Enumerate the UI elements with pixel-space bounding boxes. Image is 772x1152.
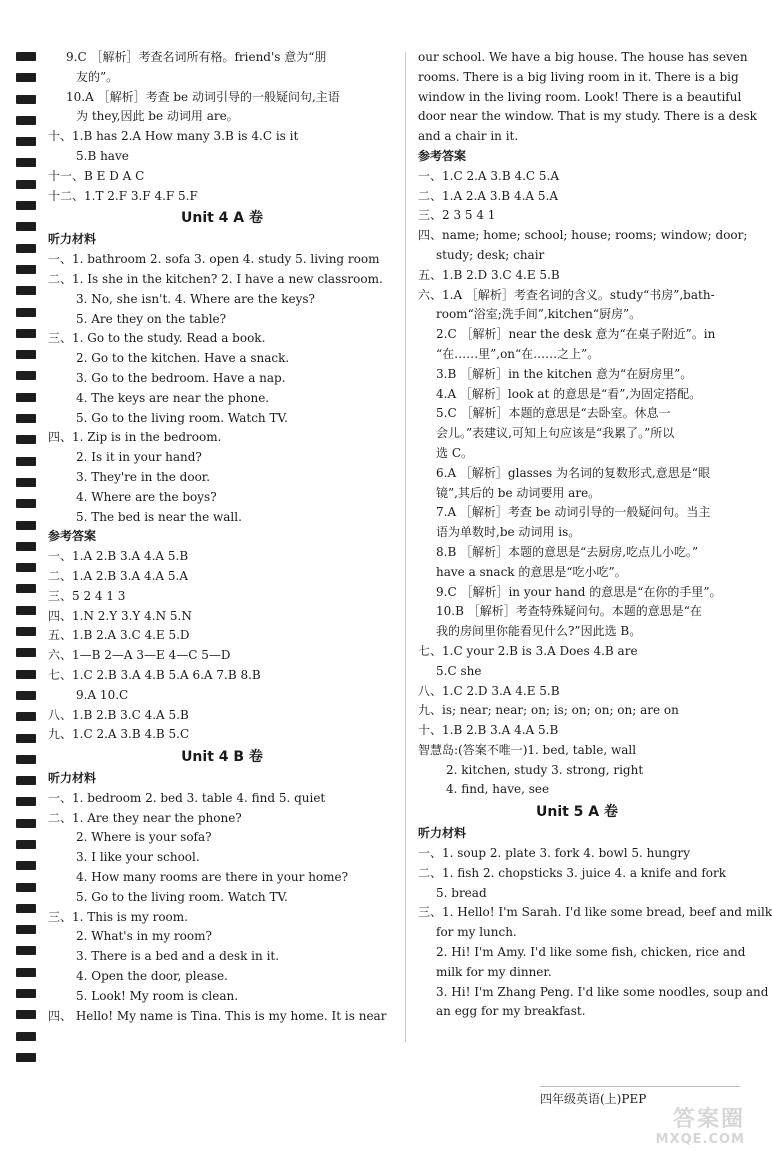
text-line: an egg for my breakfast.	[436, 1004, 586, 1019]
binding-mark	[16, 435, 36, 444]
binding-marks	[16, 52, 36, 1062]
section-title: 听力材料	[48, 771, 97, 786]
left-column	[48, 48, 396, 1026]
text-line: 三、2 3 5 4 1	[418, 208, 496, 223]
text-line: 3. Go to the bedroom. Have a nap.	[76, 370, 286, 385]
text-line: 智慧岛:(答案不唯一)1. bed, table, wall	[418, 742, 637, 757]
text-line: 四、1. Zip is in the bedroom.	[48, 430, 222, 445]
text-line: 2. What's in my room?	[76, 929, 212, 944]
binding-mark	[16, 137, 36, 146]
binding-mark	[16, 116, 36, 125]
text-line: 5. Look! My room is clean.	[76, 988, 239, 1003]
binding-mark	[16, 478, 36, 487]
unit-heading: Unit 4 A 卷	[180, 210, 264, 227]
text-line: 二、1. Is she in the kitchen? 2. I have a new classroom.	[48, 271, 383, 286]
text-line: 四、name; home; school; house; rooms; window; door;	[418, 228, 748, 243]
binding-mark	[16, 265, 36, 274]
text-line: 二、1. fish 2. chopsticks 3. juice 4. a knife and fork	[418, 865, 727, 880]
text-line: 八、1.B 2.B 3.C 4.A 5.B	[48, 707, 189, 722]
binding-mark	[16, 286, 36, 295]
text-line: 四、1.N 2.Y 3.Y 4.N 5.N	[48, 608, 192, 623]
binding-mark	[16, 734, 36, 743]
text-line: 5. bread	[436, 885, 487, 900]
text-line: 三、1. This is my room.	[48, 909, 188, 924]
binding-mark	[16, 648, 36, 657]
text-line: 4. find, have, see	[446, 782, 550, 797]
text-line: 3. They're in the door.	[76, 469, 211, 484]
text-line: 4.A ［解析］look at 的意思是“看”,为固定搭配。	[436, 386, 702, 401]
binding-mark	[16, 180, 36, 189]
text-line: 为 they,因此 be 动词用 are。	[76, 109, 239, 124]
binding-mark	[16, 797, 36, 806]
text-line: 八、1.C 2.D 3.A 4.E 5.B	[418, 683, 560, 698]
text-line: 2. Is it in your hand?	[76, 450, 202, 465]
binding-mark	[16, 1032, 36, 1041]
binding-mark	[16, 691, 36, 700]
binding-mark	[16, 776, 36, 785]
binding-mark	[16, 904, 36, 913]
binding-mark	[16, 158, 36, 167]
text-line: 七、1.C 2.B 3.A 4.B 5.A 6.A 7.B 8.B	[48, 667, 261, 682]
text-line: 4. How many rooms are there in your home?	[76, 870, 349, 885]
text-line: 一、1.A 2.B 3.A 4.A 5.B	[48, 549, 189, 564]
text-line: 三、1. Go to the study. Read a book.	[48, 331, 266, 346]
text-line: 3.B ［解析］in the kitchen 意为“在厨房里”。	[436, 366, 693, 381]
text-line: 3. I like your school.	[76, 850, 200, 865]
text-line: and a chair in it.	[418, 129, 519, 144]
text-line: 选 C。	[436, 445, 473, 460]
binding-mark	[16, 819, 36, 828]
binding-mark	[16, 670, 36, 679]
binding-mark	[16, 52, 36, 61]
text-line: 4. The keys are near the phone.	[76, 390, 270, 405]
text-line: 九、is; near; near; on; is; on; on; on; are on	[418, 703, 679, 718]
text-line: 会儿。”表建议,可知上句应该是“我累了。”所以	[436, 426, 675, 441]
text-line: 5. Are they on the table?	[76, 311, 227, 326]
binding-mark	[16, 712, 36, 721]
text-line: “在……里”,on“在……之上”。	[436, 346, 600, 361]
text-line: 4. Where are the boys?	[76, 489, 217, 504]
text-line: 3. No, she isn't. 4. Where are the keys?	[76, 291, 315, 306]
text-line: 8.B ［解析］本题的意思是“去厨房,吃点儿小吃。”	[436, 544, 699, 559]
right-column	[418, 48, 772, 1022]
text-line: for my lunch.	[436, 925, 517, 940]
text-line: 我的房间里你能看见什么?”因此选 B。	[436, 624, 642, 639]
binding-mark	[16, 73, 36, 82]
text-line: 十一、B E D A C	[48, 168, 145, 183]
text-line: 九、1.C 2.A 3.B 4.B 5.C	[48, 727, 190, 742]
text-line: 六、1.A ［解析］考查名词的含义。study“书房”,bath-	[418, 287, 715, 302]
binding-mark	[16, 946, 36, 955]
text-line: 6.A ［解析］glasses 为名词的复数形式,意思是“眼	[436, 465, 710, 480]
text-line: door near the window. That is my study. There is a desk	[418, 109, 757, 124]
binding-mark	[16, 542, 36, 551]
binding-mark	[16, 606, 36, 615]
watermark-text-bottom: MXQE.COM	[655, 1132, 745, 1147]
text-line: 9.A 10.C	[76, 687, 129, 702]
binding-mark	[16, 329, 36, 338]
text-line: rooms. There is a big living room in it. There is a big	[418, 69, 739, 84]
binding-mark	[16, 883, 36, 892]
binding-mark	[16, 925, 36, 934]
binding-mark	[16, 1010, 36, 1019]
text-line: 5.B have	[76, 148, 129, 163]
text-line: window in the living room. Look! There is a beautiful	[418, 89, 742, 104]
binding-mark	[16, 222, 36, 231]
text-line: 友的”。	[76, 69, 119, 84]
text-line: 二、1.A 2.B 3.A 4.A 5.A	[48, 568, 188, 583]
column-divider	[405, 52, 406, 1042]
unit-heading: Unit 4 B 卷	[181, 749, 263, 766]
binding-mark	[16, 521, 36, 530]
text-line: 四、 Hello! My name is Tina. This is my home. It is near	[48, 1008, 387, 1023]
text-line: 二、1. Are they near the phone?	[48, 810, 242, 825]
text-line: 三、1. Hello! I'm Sarah. I'd like some bread, beef and milk	[418, 905, 772, 920]
binding-mark	[16, 968, 36, 977]
unit-heading: Unit 5 A 卷	[535, 804, 619, 821]
text-line: 十二、1.T 2.F 3.F 4.F 5.F	[48, 188, 198, 203]
binding-mark	[16, 457, 36, 466]
text-line: 2. kitchen, study 3. strong, right	[446, 762, 644, 777]
text-line: 3. There is a bed and a desk in it.	[76, 949, 280, 964]
binding-mark	[16, 1053, 36, 1062]
text-line: study; desk; chair	[436, 247, 545, 262]
text-line: 五、1.B 2.A 3.C 4.E 5.D	[48, 628, 190, 643]
watermark-text-top: 答案圈	[672, 1107, 745, 1132]
section-title: 听力材料	[418, 826, 467, 841]
binding-mark	[16, 755, 36, 764]
binding-mark	[16, 627, 36, 636]
text-line: 2.C ［解析］near the desk 意为“在桌子附近”。in	[436, 327, 716, 342]
text-line: 5. Go to the living room. Watch TV.	[76, 889, 288, 904]
text-line: 七、1.C your 2.B is 3.A Does 4.B are	[418, 643, 638, 658]
text-line: 10.A ［解析］考查 be 动词引导的一般疑问句,主语	[66, 89, 340, 104]
text-line: 7.A ［解析］考查 be 动词引导的一般疑问句。当主	[436, 505, 711, 520]
section-title: 听力材料	[48, 232, 97, 247]
text-line: 10.B ［解析］考查特殊疑问句。本题的意思是“在	[436, 604, 702, 619]
text-line: 2. Go to the kitchen. Have a snack.	[76, 351, 290, 366]
binding-mark	[16, 563, 36, 572]
text-line: 5. Go to the living room. Watch TV.	[76, 410, 288, 425]
text-line: our school. We have a big house. The house has seven	[418, 50, 748, 64]
text-line: 十、1.B has 2.A How many 3.B is 4.C is it	[48, 129, 299, 144]
text-line: 二、1.A 2.A 3.B 4.A 5.A	[418, 188, 558, 203]
binding-mark	[16, 350, 36, 359]
text-line: 五、1.B 2.D 3.C 4.E 5.B	[418, 267, 560, 282]
text-line: 三、5 2 4 1 3	[48, 588, 126, 603]
text-line: 十、1.B 2.B 3.A 4.A 5.B	[418, 723, 559, 738]
section-title: 参考答案	[48, 529, 97, 544]
binding-mark	[16, 95, 36, 104]
text-line: 一、1. bathroom 2. sofa 3. open 4. study 5. living room	[48, 252, 380, 267]
page-footer: 四年级英语(上)PEP	[540, 1086, 740, 1109]
text-line: 4. Open the door, please.	[76, 969, 228, 984]
text-line: 2. Hi! I'm Amy. I'd like some fish, chicken, rice and	[436, 945, 746, 960]
text-line: 9.C ［解析］考查名词所有格。friend's 意为“朋	[66, 50, 327, 64]
text-line: 一、1. bedroom 2. bed 3. table 4. find 5. quiet	[48, 790, 326, 805]
binding-mark	[16, 244, 36, 253]
text-line: milk for my dinner.	[436, 964, 552, 979]
binding-mark	[16, 308, 36, 317]
text-line: 3. Hi! I'm Zhang Peng. I'd like some noodles, soup and	[436, 984, 769, 999]
text-line: 5. The bed is near the wall.	[76, 509, 242, 524]
binding-mark	[16, 414, 36, 423]
binding-mark	[16, 371, 36, 380]
text-line: 六、1—B 2—A 3—E 4—C 5—D	[48, 648, 231, 663]
text-line: room“浴室;洗手间”,kitchen“厨房”。	[436, 307, 642, 322]
binding-mark	[16, 584, 36, 593]
binding-mark	[16, 393, 36, 402]
binding-mark	[16, 989, 36, 998]
text-line: 一、1. soup 2. plate 3. fork 4. bowl 5. hungry	[418, 846, 691, 861]
binding-mark	[16, 499, 36, 508]
text-line: 5.C ［解析］本题的意思是“去卧室。休息一	[436, 406, 671, 421]
binding-mark	[16, 840, 36, 849]
text-line: 9.C ［解析］in your hand 的意思是“在你的手里”。	[436, 584, 722, 599]
text-line: have a snack 的意思是“吃小吃”。	[436, 564, 627, 579]
binding-mark	[16, 201, 36, 210]
binding-mark	[16, 861, 36, 870]
text-line: 2. Where is your sofa?	[76, 830, 212, 845]
section-title: 参考答案	[418, 148, 467, 163]
watermark-logo	[580, 1108, 745, 1148]
text-line: 5.C she	[436, 663, 482, 678]
text-line: 镜”,其后的 be 动词要用 are。	[436, 485, 601, 500]
text-line: 语为单数时,be 动词用 is。	[436, 525, 581, 540]
text-line: 一、1.C 2.A 3.B 4.C 5.A	[418, 168, 560, 183]
